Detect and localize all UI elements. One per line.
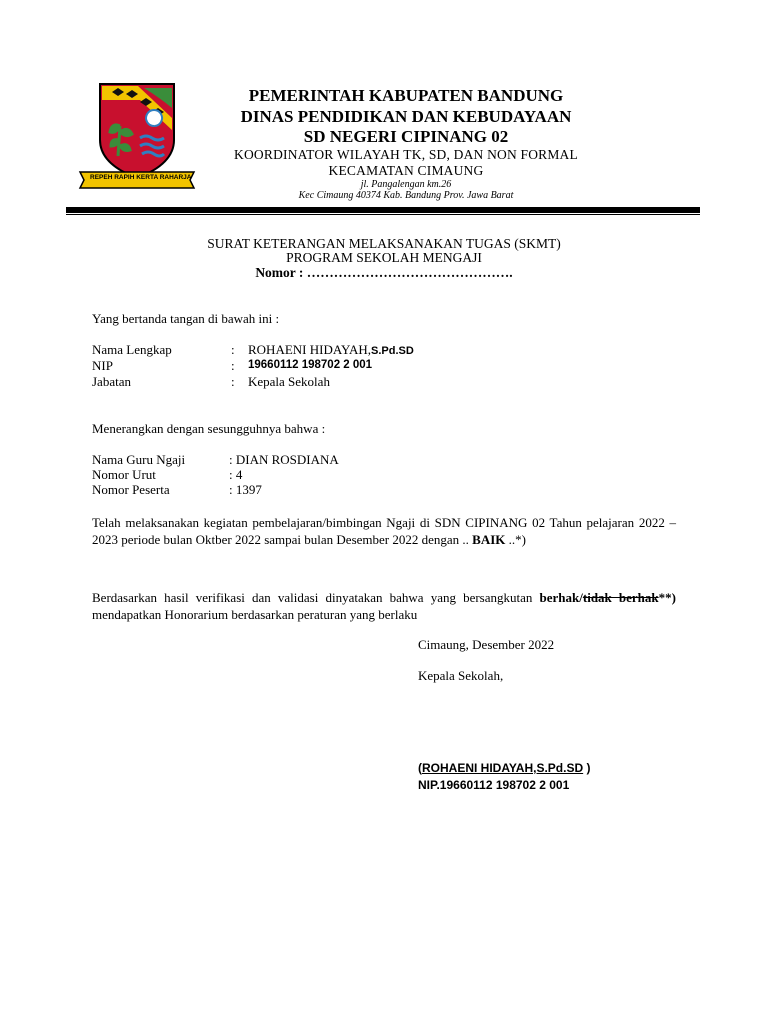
letterhead-government: PEMERINTAH KABUPATEN BANDUNG — [248, 86, 564, 105]
activity-grade-tail: ..*) — [505, 532, 526, 547]
document-number: Nomor : ………………………………………. — [255, 265, 513, 280]
teacher-participant-value: : 1397 — [229, 482, 262, 497]
signer-name: ROHAENI HIDAYAH, — [248, 342, 372, 357]
verification-eligible: berhak/ — [539, 590, 583, 605]
kabupaten-bandung-emblem — [78, 78, 196, 190]
letterhead-address-street: jl. Pangalengan km.26 — [360, 179, 452, 190]
signer-role: Kepala Sekolah, — [418, 668, 504, 683]
intro-text: Yang bertanda tangan di bawah ini : — [92, 311, 280, 326]
teacher-name-label: Nama Guru Ngaji — [92, 452, 186, 467]
signature-name: ROHAENI HIDAYAH,S.Pd.SD — [422, 761, 584, 775]
signature-paren-open: ( — [418, 761, 422, 775]
signer-nip-label: NIP — [92, 358, 113, 373]
signer-name-label: Nama Lengkap — [92, 342, 172, 357]
document-program: PROGRAM SEKOLAH MENGAJI — [286, 250, 482, 265]
verification-paragraph — [92, 589, 676, 623]
activity-text: Telah melaksanakan kegiatan pembelajaran/bimbingan Ngaji di SDN CIPINANG 02 Tahun pelajaran 2022 – 2023 periode bulan Oktber 2022 sampai bulan Desember 2022 dengan .. — [92, 515, 676, 547]
letterhead-district: KECAMATAN CIMAUNG — [328, 163, 484, 178]
verification-not-eligible: tidak berhak — [582, 590, 659, 605]
signer-nip-value: 19660112 198702 2 001 — [248, 359, 373, 371]
teacher-seq-value: : 4 — [229, 467, 243, 482]
letterhead-school: SD NEGERI CIPINANG 02 — [303, 127, 509, 146]
verification-text: Berdasarkan hasil verifikasi dan validasi dinyatakan bahwa yang bersangkutan — [92, 590, 540, 605]
activity-grade: BAIK — [472, 532, 506, 547]
signer-name-colon: : — [231, 342, 235, 357]
teacher-name-value: : DIAN ROSDIANA — [229, 452, 339, 467]
emblem-motto: REPEH RAPIH KERTA RAHARJA — [90, 174, 192, 181]
signer-position-colon: : — [231, 374, 235, 389]
signer-position-label: Jabatan — [92, 374, 131, 389]
teacher-seq-label: Nomor Urut — [92, 467, 156, 482]
place-date: Cimaung, Desember 2022 — [418, 637, 555, 652]
signature-nip: NIP.19660112 198702 2 001 — [418, 778, 570, 792]
signer-nip-colon: : — [231, 358, 235, 373]
signer-position-value: Kepala Sekolah — [248, 374, 330, 389]
signer-degree: S.Pd.SD — [371, 345, 414, 357]
activity-paragraph — [92, 514, 676, 548]
letterhead-agency: DINAS PENDIDIKAN DAN KEBUDAYAAN — [240, 107, 572, 126]
signature-name-line — [418, 761, 591, 775]
statement-text: Menerangkan dengan sesungguhnya bahwa : — [92, 421, 326, 436]
letterhead-address-region: Kec Cimaung 40374 Kab. Bandung Prov. Jawa Barat — [298, 190, 514, 201]
letterhead-divider-thick — [66, 207, 700, 213]
letterhead-divider-thin — [66, 214, 700, 215]
letterhead-coordinator: KOORDINATOR WILAYAH TK, SD, DAN NON FORMAL — [234, 147, 578, 162]
verification-tail: mendapatkan Honorarium berdasarkan peraturan yang berlaku — [92, 607, 418, 622]
document-title: SURAT KETERANGAN MELAKSANAKAN TUGAS (SKMT) — [207, 236, 561, 251]
signature-paren-close: ) — [583, 761, 591, 775]
signer-name-value — [248, 342, 414, 358]
teacher-participant-label: Nomor Peserta — [92, 482, 170, 497]
verification-footnote-mark: **) — [658, 590, 676, 605]
